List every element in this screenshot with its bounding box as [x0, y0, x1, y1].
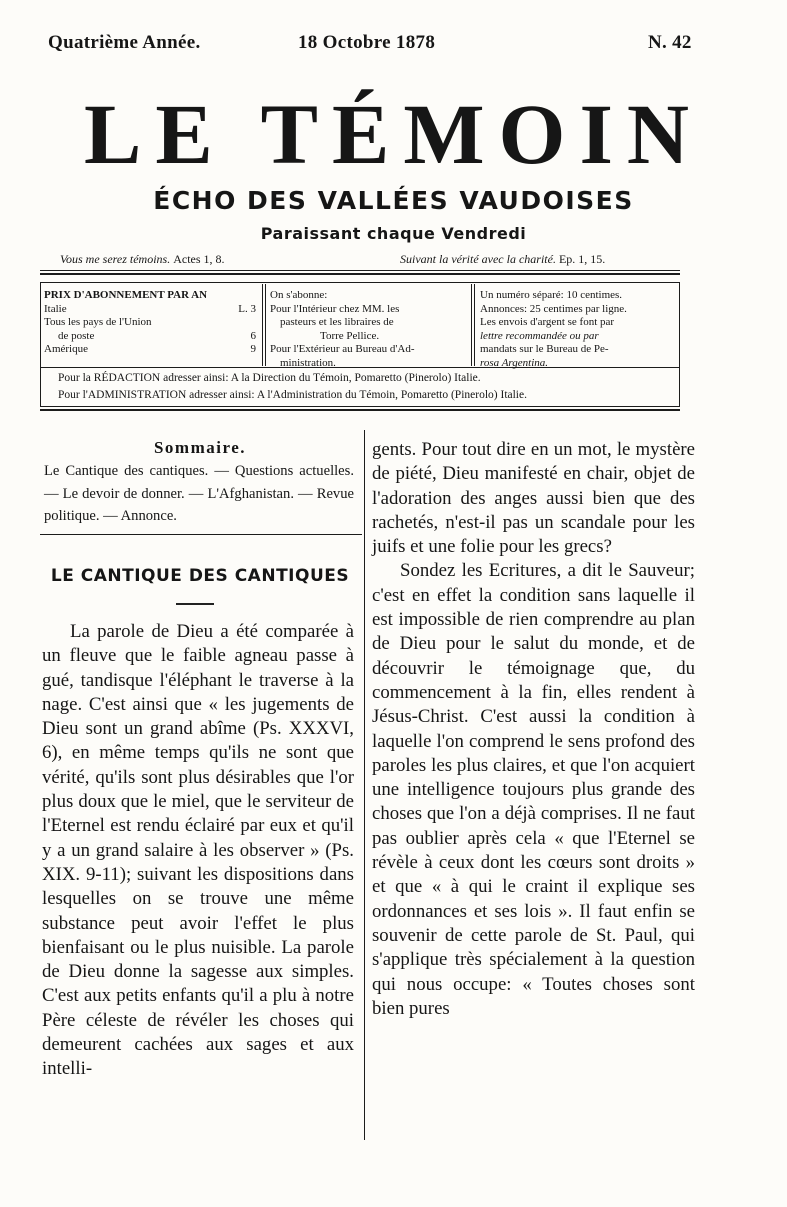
- newspaper-subtitle: ÉCHO DES VALLÉES VAUDOISES: [153, 186, 634, 215]
- rule-col-divider-2b: [474, 284, 475, 366]
- price-row: Amérique 9: [44, 343, 256, 356]
- rule-box-top: [40, 282, 680, 283]
- price-row: Tous les pays de l'Union: [44, 316, 152, 329]
- price-row: de poste 6: [58, 329, 256, 342]
- motto-left: [60, 252, 225, 267]
- subscribe-line: Pour l'Extérieur au Bureau d'Ad-: [270, 343, 415, 356]
- subscribe-line: On s'abonne:: [270, 289, 328, 301]
- rule-bottom: [40, 409, 680, 411]
- publication-frequency: Paraissant chaque Vendredi: [260, 224, 527, 243]
- rule-col-divider-1: [262, 284, 263, 366]
- redaction-address: Pour la RÉDACTION adresser ainsi: A la Direction du Témoin, Pomaretto (Pinerolo) Italie.: [58, 372, 481, 384]
- rule-col-divider-1b: [265, 284, 266, 366]
- article-title: LE CANTIQUE DES CANTIQUES: [50, 566, 350, 586]
- rule-col-divider-2: [471, 284, 472, 366]
- article-paragraph: Sondez les Ecritures, a dit le Sauveur; c'est en effet la condition sans laquelle il est impossible de rien comprendre au plan de Dieu pour le salut du monde, et de découvrir le témoignage que, du commencement à la fin, elles rendent à Jésus-Christ. C'est aussi la condition à laquelle l'on comprend le sens profond des paroles les plus claires, et que l'on acquiert une intelligence toujours plus grande des choses que l'on a déjà comprises. Il ne faut pas oublier après cela « que l'Eternel se révèle à ceux dont les cœurs sont droits » et que « à qui le craint il explique ses ordonnances et ses lois ». Il faut enfin se souvenir de cette parole de St. Paul, qui s'applique très spécialement à la question qui nous occupe: « Toutes choses sont bien pures: [372, 560, 695, 1019]
- motto-right: [400, 252, 605, 267]
- article-paragraph: La parole de Dieu a été comparée à un fleuve que le faible agneau passe à gué, tandisque l'éléphant le traverse à la nage. C'est ainsi que « les jugements de Dieu sont un grand abîme (Ps. XXXVI, 6), en même temps qu'ils ne sont que vérité, qu'ils sont plus désirables que l'or plus doux que le miel, que le serviteur de l'Eternel est rendu éclairé par eux et qu'il y a un grand salaire à les observer » (Ps. XIX. 9-11); suivant les dispositions dans lesquelles on se trouve une même substance peut avoir l'effet le plus bienfaisant ou le plus nuisible. La parole de Dieu donne la sagesse aux simples. C'est aux petits enfants qu'il a plu à notre Père céleste de révéler les choses qui demeurent cachées aux sages et aux intelli-: [42, 621, 354, 1080]
- issue-number: N. 42: [648, 32, 692, 53]
- pricing-line: Les envois d'argent se font par: [480, 316, 615, 329]
- newspaper-title: LE TÉMOIN: [83, 86, 704, 182]
- sommaire-rule: [40, 534, 362, 535]
- subscribe-line: Torre Pellice.: [320, 329, 380, 342]
- subscribe-line: Pour l'Intérieur chez MM. les: [270, 302, 400, 315]
- article-column-1: [42, 620, 354, 1082]
- subscribe-line: pasteurs et les libraires de: [280, 316, 394, 329]
- sommaire-title: Sommaire.: [153, 438, 247, 457]
- subscription-prices: [44, 289, 256, 357]
- pricing-line: lettre recommandée ou par: [480, 329, 599, 342]
- price-row: Italie L. 3: [44, 302, 256, 315]
- column-divider: [364, 430, 365, 1140]
- motto-right-ref: Ep. 1, 15.: [558, 252, 606, 266]
- rule-box-right: [679, 282, 680, 407]
- sommaire-text: Le Cantique des cantiques. — Questions actuelles. — Le devoir de donner. — L'Afghanistan. — Revue politique. — Annonce.: [44, 463, 354, 524]
- subscription-title: PRIX D'ABONNEMENT PAR AN: [44, 289, 208, 301]
- subscribe-line: ministration.: [280, 356, 336, 369]
- rule-top: [40, 273, 680, 275]
- pricing-line: Annonces: 25 centimes par ligne.: [480, 302, 627, 315]
- motto-right-text: Suivant la vérité avec la charité.: [400, 252, 556, 266]
- issue-date: 18 Octobre 1878: [298, 32, 436, 53]
- motto-left-ref: Actes 1, 8.: [173, 252, 225, 266]
- article-column-2: [372, 438, 695, 1021]
- pricing-info: [480, 289, 676, 371]
- pricing-line: rosa Argentina.: [480, 356, 549, 369]
- rule-top-thin: [40, 270, 680, 271]
- subscribe-info: [270, 289, 466, 371]
- title-dash: [176, 603, 214, 605]
- article-paragraph: gents. Pour tout dire en un mot, le mystère de piété, Dieu manifesté en chair, objet de l'adoration des anges aussi bien que des rachetés, n'est-il pas un scandale pour les juifs et une folie pour les grecs?: [372, 439, 695, 558]
- rule-box-bottom: [40, 406, 680, 407]
- administration-address: Pour l'ADMINISTRATION adresser ainsi: A l'Administration du Témoin, Pomaretto (Pinerolo) Italie.: [58, 389, 527, 401]
- year-label: Quatrième Année.: [48, 32, 201, 53]
- pricing-line: mandats sur le Bureau de Pe-: [480, 343, 609, 356]
- rule-box-left: [40, 282, 41, 407]
- motto-left-text: Vous me serez témoins.: [60, 252, 171, 266]
- pricing-line: Un numéro séparé: 10 centimes.: [480, 289, 623, 301]
